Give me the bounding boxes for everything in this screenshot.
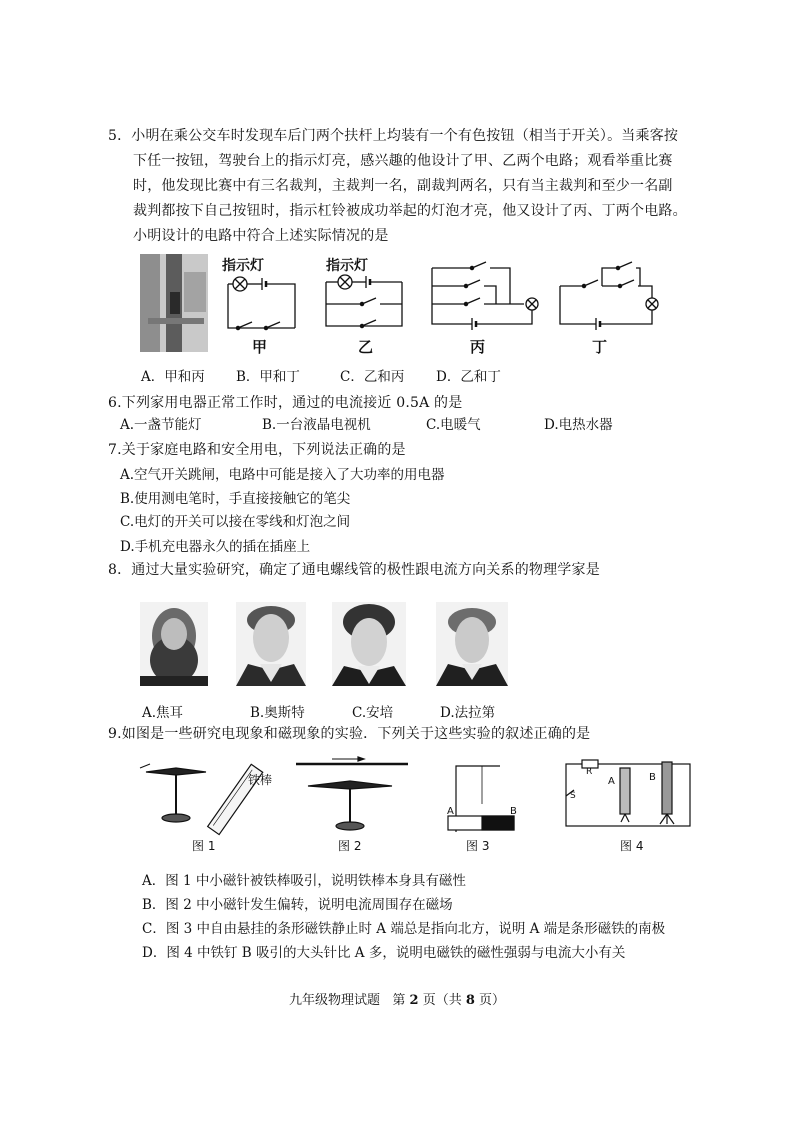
nail-b-label: B [649,772,656,783]
label-bing: 丙 [470,338,486,356]
figure-2 [296,757,408,830]
lamp-label-yi: 指示灯 [326,258,368,274]
q8-portraits [136,598,526,690]
magnet-end-b: B [510,806,517,817]
bus-handrail-photo [140,254,208,352]
q5-line-3: 时，他发现比赛中有三名裁判，主裁判一名，副裁判两名，只有当主裁判和至少一名副 [133,178,673,194]
q5-line-5: 小明设计的电路中符合上述实际情况的是 [133,228,389,244]
lamp-label-jia: 指示灯 [222,258,264,274]
figure-3 [447,766,517,832]
q7-stem: 7.关于家庭电路和安全用电，下列说法正确的是 [108,442,406,458]
q9-option-d[interactable]: D．图 4 中铁钉 B 吸引的大头针比 A 多，说明电磁铁的磁性强弱与电流大小有关 [142,945,626,961]
q9-option-b[interactable]: B．图 2 中小磁针发生偏转，说明电流周围存在磁场 [142,897,453,913]
q9-option-a[interactable]: A．图 1 中小磁针被铁棒吸引，说明铁棒本身具有磁性 [142,873,466,889]
q8-stem: 8．通过大量实验研究，确定了通电螺线管的极性跟电流方向关系的物理学家是 [108,562,600,578]
q7-option-b[interactable]: B.使用测电笔时，手直接接触它的笔尖 [120,491,351,507]
q5-line-2: 下任一按钮，驾驶台上的指示灯亮，感兴趣的他设计了甲、乙两个电路；观看举重比赛 [133,153,673,169]
circuit-jia [222,257,295,356]
magnet-end-a: A [447,806,454,817]
footer-title: 九年级物理试题 [288,993,380,1008]
q7-option-d[interactable]: D.手机充电器永久的插在插座上 [120,539,311,555]
q5-option-b[interactable]: B．甲和丁 [236,369,300,385]
q8-option-c[interactable]: C.安培 [352,705,394,721]
q5-line-1: 5．小明在乘公交车时发现车后门两个扶杆上均装有一个有色按钮（相当于开关）。当乘客按 [108,128,679,144]
label-ding: 丁 [592,338,608,356]
q5-option-c[interactable]: C．乙和丙 [340,369,405,385]
q8-option-b[interactable]: B.奥斯特 [250,705,305,721]
q6-option-c[interactable]: C.电暖气 [426,417,481,433]
q7-option-c[interactable]: C.电灯的开关可以接在零线和灯泡之间 [120,514,351,530]
iron-rod-label: 铁棒 [248,773,273,787]
page-footer [0,989,794,1008]
switch-label: S [570,791,576,801]
footer-page-a: 第 [392,993,406,1008]
q6-option-d[interactable]: D.电热水器 [544,417,613,433]
label-yi: 乙 [358,338,374,356]
circuit-ding [560,262,658,356]
portrait-ampere [332,602,406,686]
resistor-label: R [586,767,593,777]
q9-option-c[interactable]: C．图 3 中自由悬挂的条形磁铁静止时 A 端总是指向北方，说明 A 端是条形磁铁的南极 [142,921,666,937]
q8-option-a[interactable]: A.焦耳 [142,705,184,721]
q6-stem: 6.下列家用电器正常工作时，通过的电流接近 0.5A 的是 [108,395,463,411]
q6-option-b[interactable]: B.一台液晶电视机 [262,417,371,433]
q5-circuit-figure [140,252,670,358]
circuit-bing [432,262,538,356]
nail-a-label: A [608,776,615,787]
fig-1-label: 图 1 [192,839,216,853]
fig-4-label: 图 4 [620,839,644,853]
portrait-joule [140,602,208,686]
q6-option-a[interactable]: A.一盏节能灯 [120,417,202,433]
fig-2-label: 图 2 [338,839,362,853]
circuit-yi [326,257,402,356]
footer-page-b: 页（共 [422,993,462,1008]
fig-3-label: 图 3 [466,839,490,853]
q8-option-d[interactable]: D.法拉第 [440,705,496,721]
portrait-faraday [436,602,508,686]
footer-page-c: 页） [479,993,506,1008]
figure-4 [566,760,690,826]
q5-option-d[interactable]: D．乙和丁 [436,369,501,385]
footer-page-number: 2 [409,993,419,1008]
q7-option-a[interactable]: A.空气开关跳闸，电路中可能是接入了大功率的用电器 [120,467,445,483]
portrait-oersted [236,602,306,686]
q9-experiment-figures [136,756,706,856]
footer-total-pages: 8 [465,993,475,1008]
q9-stem: 9.如图是一些研究电现象和磁现象的实验．下列关于这些实验的叙述正确的是 [108,726,591,742]
figure-1 [140,764,272,835]
q5-option-a[interactable]: A．甲和丙 [141,369,205,385]
q5-line-4: 裁判都按下自己按钮时，指示杠铃被成功举起的灯泡才亮，他又设计了丙、丁两个电路。 [133,203,687,219]
label-jia: 甲 [252,338,268,356]
